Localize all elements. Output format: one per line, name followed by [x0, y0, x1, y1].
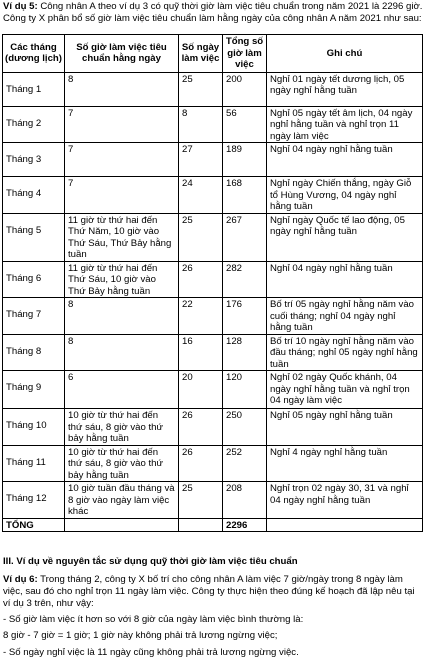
row-total-hours: 168 [223, 177, 267, 214]
row-total-hours: 200 [223, 72, 267, 106]
row-month: Tháng 12 [3, 482, 65, 519]
row-month: Tháng 4 [3, 177, 65, 214]
row-total-hours: 208 [223, 482, 267, 519]
bullet-2: - Số ngày nghỉ việc là 11 ngày cũng không phải trả lương ngừng việc. [3, 647, 299, 658]
row-total-hours: 252 [223, 445, 267, 482]
row-work-days: 20 [179, 371, 223, 409]
table-row [3, 409, 423, 446]
total-empty-3 [267, 518, 423, 532]
row-notes: Nghỉ 04 ngày nghỉ hằng tuần [267, 261, 423, 298]
example-6-text: Trong tháng 2, công ty X bố trí cho công nhân A làm việc 7 giờ/ngày trong 8 ngày làm việc, sau đó cho nghỉ trọn 11 ngày làm việc. Công ty thực hiện theo đúng kế hoạch đã lập nêu tại ví dụ 3 trên, như vậy: [3, 574, 415, 609]
intro-paragraph [3, 1, 424, 25]
row-work-days: 26 [179, 445, 223, 482]
row-notes: Nghỉ 4 ngày nghỉ hằng tuần [267, 445, 423, 482]
total-label: TỔNG [3, 518, 65, 532]
table-row [3, 106, 423, 143]
row-work-days: 26 [179, 409, 223, 446]
row-month: Tháng 7 [3, 298, 65, 335]
total-empty-1 [65, 518, 179, 532]
row-daily-hours: 6 [65, 371, 179, 409]
row-work-days: 22 [179, 298, 223, 335]
section-title: III. Ví dụ về nguyên tắc sử dụng quỹ thời giờ làm việc tiêu chuẩn [3, 556, 298, 567]
row-total-hours: 128 [223, 334, 267, 371]
row-total-hours: 267 [223, 213, 267, 261]
row-daily-hours: 7 [65, 177, 179, 214]
example-6-label: Ví dụ 6: [3, 574, 38, 585]
total-empty-2 [179, 518, 223, 532]
header-month: Các tháng (dương lịch) [3, 35, 65, 73]
table-row [3, 298, 423, 335]
header-work-days: Số ngày làm việc [179, 35, 223, 73]
row-notes: Nghỉ 01 ngày tết dương lịch, 05 ngày nghỉ hằng tuần [267, 72, 423, 106]
row-month: Tháng 2 [3, 106, 65, 143]
row-work-days: 25 [179, 72, 223, 106]
row-work-days: 16 [179, 334, 223, 371]
row-daily-hours: 8 [65, 298, 179, 335]
table-row [3, 371, 423, 409]
row-notes: Nghỉ 04 ngày nghỉ hằng tuần [267, 143, 423, 177]
row-notes: Bố trí 10 ngày nghỉ hằng năm vào đầu tháng; nghỉ 05 ngày nghỉ hằng tuần [267, 334, 423, 371]
header-notes: Ghi chú [267, 35, 423, 73]
row-notes: Nghỉ 05 ngày nghỉ hằng tuần [267, 409, 423, 446]
table-header-row [3, 35, 423, 73]
table-row [3, 445, 423, 482]
row-total-hours: 176 [223, 298, 267, 335]
row-notes: Bố trí 05 ngày nghỉ hằng năm vào cuối tháng; nghỉ 04 ngày nghỉ hằng tuần [267, 298, 423, 335]
row-month: Tháng 11 [3, 445, 65, 482]
row-month: Tháng 5 [3, 213, 65, 261]
calculation-line: 8 giờ - 7 giờ = 1 giờ; 1 giờ này không phải trả lương ngừng việc; [3, 630, 278, 641]
row-month: Tháng 3 [3, 143, 65, 177]
row-daily-hours: 10 giờ từ thứ hai đến thứ sáu, 8 giờ vào thứ bảy hằng tuần [65, 445, 179, 482]
row-work-days: 8 [179, 106, 223, 143]
row-notes: Nghỉ trọn 02 ngày 30, 31 và nghỉ 04 ngày nghỉ hằng tuần [267, 482, 423, 519]
work-hours-table [2, 34, 423, 532]
table-row [3, 72, 423, 106]
table-row [3, 143, 423, 177]
row-month: Tháng 8 [3, 334, 65, 371]
row-work-days: 27 [179, 143, 223, 177]
row-daily-hours: 7 [65, 143, 179, 177]
table-row [3, 213, 423, 261]
row-work-days: 25 [179, 213, 223, 261]
row-total-hours: 250 [223, 409, 267, 446]
row-month: Tháng 9 [3, 371, 65, 409]
row-notes: Nghỉ ngày Chiến thắng, ngày Giỗ tổ Hùng Vương, 04 ngày nghỉ hằng tuần [267, 177, 423, 214]
row-daily-hours: 10 giờ từ thứ hai đến thứ sáu, 8 giờ vào thứ bảy hằng tuần [65, 409, 179, 446]
header-total-hours: Tổng số giờ làm việc [223, 35, 267, 73]
row-notes: Nghỉ 05 ngày tết âm lịch, 04 ngày nghỉ hằng tuần và nghỉ trọn 11 ngày làm việc [267, 106, 423, 143]
row-daily-hours: 8 [65, 334, 179, 371]
table-row [3, 334, 423, 371]
row-daily-hours: 11 giờ từ thứ hai đến Thứ Sáu, 10 giờ vào Thứ Bảy hằng tuần [65, 261, 179, 298]
header-daily-hours: Số giờ làm việc tiêu chuẩn hằng ngày [65, 35, 179, 73]
bullet-1: - Số giờ làm việc ít hơn so với 8 giờ của ngày làm việc bình thường là: [3, 614, 304, 625]
row-work-days: 24 [179, 177, 223, 214]
row-notes: Nghỉ 02 ngày Quốc khánh, 04 ngày nghỉ hằng tuần và nghỉ trọn 04 ngày làm việc [267, 371, 423, 409]
row-daily-hours: 8 [65, 72, 179, 106]
example-5-label: Ví dụ 5: [3, 1, 38, 12]
table-row [3, 482, 423, 519]
row-total-hours: 120 [223, 371, 267, 409]
row-month: Tháng 10 [3, 409, 65, 446]
row-notes: Nghỉ ngày Quốc tế lao động, 05 ngày nghỉ hằng tuần [267, 213, 423, 261]
row-daily-hours: 10 giờ tuần đầu tháng và 8 giờ vào ngày làm việc khác [65, 482, 179, 519]
table-row [3, 261, 423, 298]
total-hours-value: 2296 [223, 518, 267, 532]
row-total-hours: 282 [223, 261, 267, 298]
row-daily-hours: 11 giờ từ thứ hai đến Thứ Năm, 10 giờ vào Thứ Sáu, Thứ Bảy hằng tuần [65, 213, 179, 261]
intro-text: Công nhân A theo ví dụ 3 có quỹ thời giờ làm việc tiêu chuẩn trong năm 2021 là 2296 giờ. Công ty X phân bổ số giờ làm việc tiêu chuẩn làm hằng ngày của công nhân A năm 2021 như sau: [3, 1, 423, 24]
row-total-hours: 56 [223, 106, 267, 143]
row-month: Tháng 6 [3, 261, 65, 298]
table-total-row [3, 518, 423, 532]
table-row [3, 177, 423, 214]
row-daily-hours: 7 [65, 106, 179, 143]
row-work-days: 25 [179, 482, 223, 519]
example-6-paragraph [3, 574, 424, 610]
row-month: Tháng 1 [3, 72, 65, 106]
row-work-days: 26 [179, 261, 223, 298]
row-total-hours: 189 [223, 143, 267, 177]
